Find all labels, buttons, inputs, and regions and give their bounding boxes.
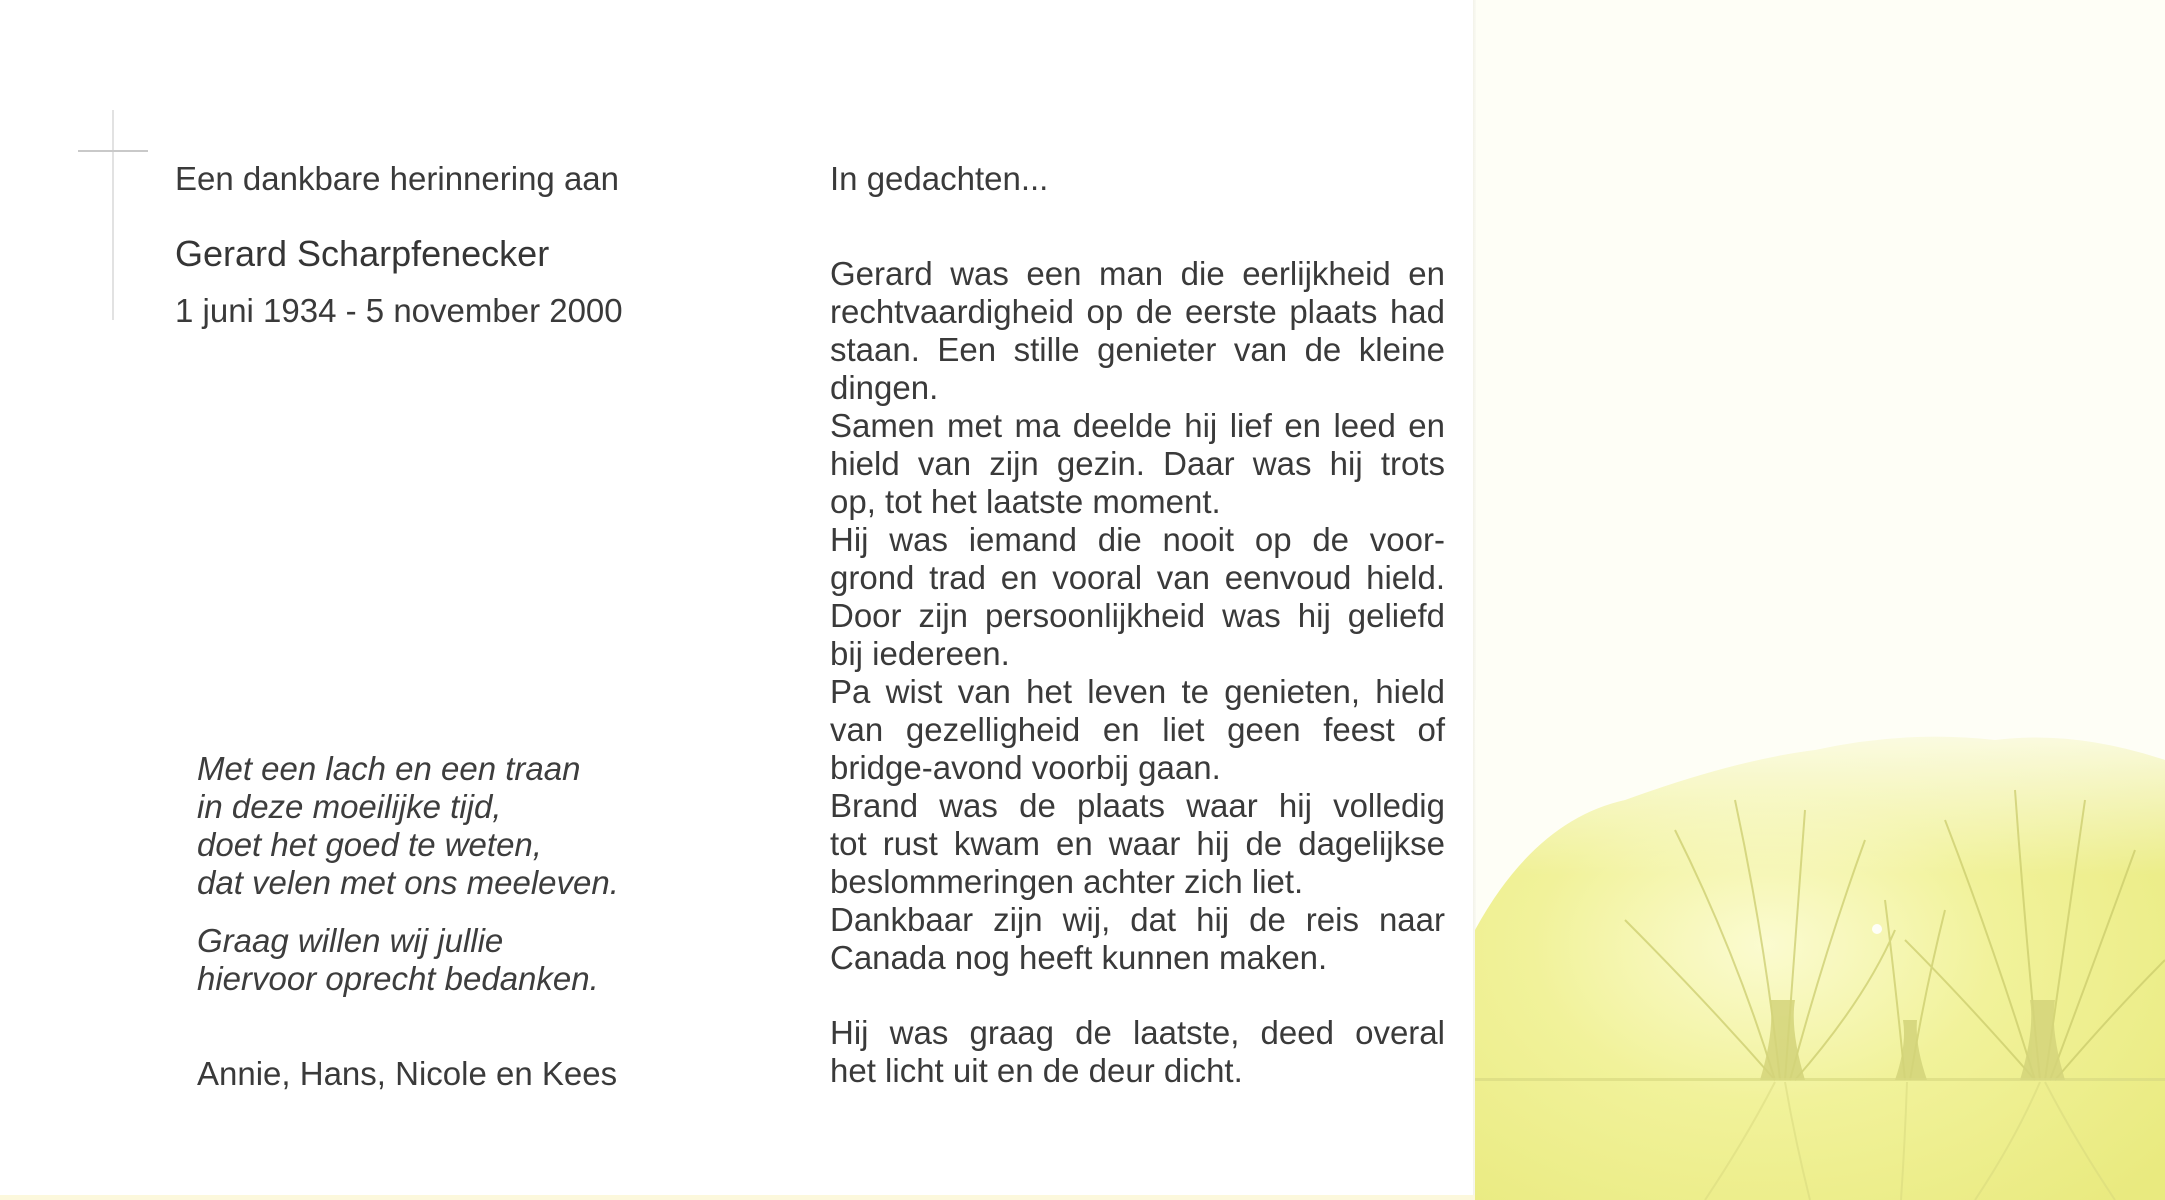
deceased-name: Gerard Scharpfenecker xyxy=(175,233,550,274)
paragraph-line: grond trad en vooral van eenvoud hield. xyxy=(830,559,1445,596)
poem-line: Graag willen wij jullie xyxy=(197,922,504,959)
paragraph-line: staan. Een stille genieter van de kleine xyxy=(830,331,1445,368)
paragraph-line: Samen met ma deelde hij lief en leed en xyxy=(830,407,1445,444)
paragraph-line: beslommeringen achter zich liet. xyxy=(830,863,1304,900)
paragraph-line: van gezelligheid en liet geen feest of xyxy=(830,711,1445,748)
paragraph-line: dingen. xyxy=(830,369,939,406)
paragraph-line: tot rust kwam en waar hij de dagelijkse xyxy=(830,825,1445,862)
cross-icon-horizontal xyxy=(78,150,148,152)
willow-trees-image xyxy=(1475,700,2165,1200)
paragraph-line: bij iedereen. xyxy=(830,635,1010,672)
life-dates: 1 juni 1934 - 5 november 2000 xyxy=(175,292,623,329)
card-bottom-edge xyxy=(0,1195,1475,1200)
poem-line: hiervoor oprecht bedanken. xyxy=(197,960,599,997)
paragraph-line: hield van zijn gezin. Daar was hij trots xyxy=(830,445,1445,482)
paragraph-line: Gerard was een man die eerlijkheid en xyxy=(830,255,1445,292)
section-heading: In gedachten... xyxy=(830,160,1049,197)
paragraph-line: bridge-avond voorbij gaan. xyxy=(830,749,1221,786)
paragraph-line: op, tot het laatste moment. xyxy=(830,483,1221,520)
family-signature: Annie, Hans, Nicole en Kees xyxy=(197,1055,618,1092)
poem-stanza-2 xyxy=(197,922,599,998)
paragraph-line: Pa wist van het leven te genieten, hield xyxy=(830,673,1445,710)
closing-paragraph xyxy=(830,1014,1445,1090)
paragraph-line: rechtvaardigheid op de eerste plaats had xyxy=(830,293,1445,330)
poem-line: doet het goed te weten, xyxy=(197,826,542,863)
paragraph-line: Dankbaar zijn wij, dat hij de reis naar xyxy=(830,901,1445,938)
memorial-paragraph xyxy=(830,255,1445,977)
paragraph-line: Brand was de plaats waar hij volledig xyxy=(830,787,1445,824)
poem-line: in deze moeilijke tijd, xyxy=(197,788,502,825)
paragraph-line: Hij was iemand die nooit op de voor- xyxy=(830,521,1445,558)
cross-icon-vertical xyxy=(112,110,114,320)
poem-stanza-1 xyxy=(197,750,619,902)
paragraph-line: Door zijn persoonlijkheid was hij geliefd xyxy=(830,597,1445,634)
memorial-intro: Een dankbare herinnering aan xyxy=(175,160,620,197)
poem-line: Met een lach en een traan xyxy=(197,750,581,787)
poem-line: dat velen met ons meeleven. xyxy=(197,864,619,901)
paragraph-line: Canada nog heeft kunnen maken. xyxy=(830,939,1328,976)
paragraph-line: het licht uit en de deur dicht. xyxy=(830,1052,1243,1089)
paragraph-line: Hij was graag de laatste, deed overal xyxy=(830,1014,1445,1051)
